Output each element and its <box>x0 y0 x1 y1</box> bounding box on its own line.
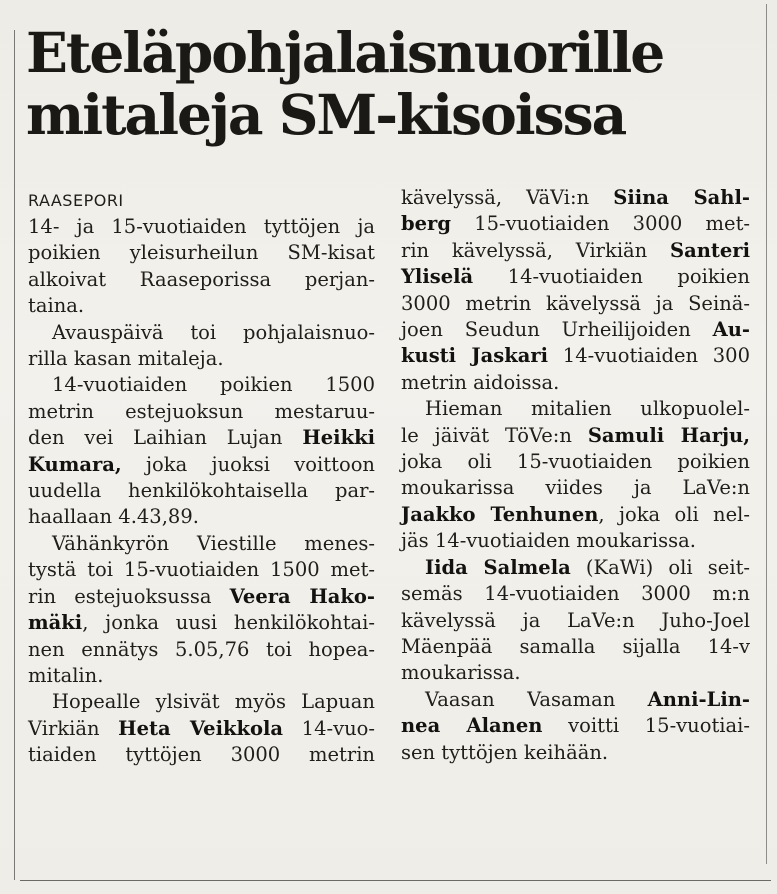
left-column-line-4: taina. <box>28 294 85 318</box>
left-column-line-5: Avauspäivä toi pohjalaisnuo- <box>52 320 375 344</box>
left-column-line-15: rin estejuoksussa Veera Hako- <box>28 584 375 608</box>
left-column-line-7: 14-vuotiaiden poikien 1500 <box>52 373 375 397</box>
dateline: RAASEPORI <box>28 191 124 210</box>
article-column-right <box>401 185 750 766</box>
article-headline <box>26 22 766 146</box>
right-column-line-16: semäs 14-vuotiaiden 3000 m:n <box>401 582 750 606</box>
right-column-line-5: 3000 metrin kävelyssä ja Seinä- <box>401 291 750 315</box>
right-column-line-6: joen Seudun Urheilijoiden Au- <box>401 318 750 342</box>
right-column-line-8: metrin aidoissa. <box>401 370 560 394</box>
left-column-line-1: 14- ja 15-vuotiaiden tyttöjen ja <box>28 215 375 238</box>
left-column-line-11: uudella henkilökohtaisella par- <box>28 479 375 503</box>
left-column-line-8: metrin estejuoksun mestaruu- <box>28 399 375 423</box>
column-rule-right <box>766 4 767 864</box>
left-column-line-19: Hopealle ylsivät myös Lapuan <box>52 690 375 714</box>
left-column-line-10: Kumara, joka juoksi voittoon <box>28 452 375 476</box>
article-column-left <box>28 188 375 769</box>
right-column-line-7: kusti Jaskari 14-vuotiaiden 300 <box>401 344 750 368</box>
headline-line-2: mitaleja SM-kisoissa <box>26 82 626 147</box>
left-column-line-16: mäki, jonka uusi henkilökohtai- <box>28 611 375 635</box>
left-column-line-14: tystä toi 15-vuotiaiden 1500 met- <box>28 558 375 582</box>
left-column-line-12: haallaan 4.43,89. <box>28 505 199 529</box>
right-column-line-9: Hieman mitalien ulkopuolel- <box>425 397 750 421</box>
right-column-line-20: Vaasan Vasaman Anni-Lin- <box>425 687 750 711</box>
left-column-line-21: tiaiden tyttöjen 3000 metrin <box>28 743 375 767</box>
left-column-line-2: poikien yleisurheilun SM-kisat <box>28 241 375 265</box>
headline-line-1: Eteläpohjalaisnuorille <box>26 20 664 85</box>
left-column-line-18: mitalin. <box>28 663 104 687</box>
left-column-line-17: nen ennätys 5.05,76 toi hopea- <box>28 637 375 661</box>
left-column-line-3: alkoivat Raaseporissa perjan- <box>28 267 375 291</box>
bottom-rule <box>20 880 771 881</box>
right-column-line-3: rin kävelyssä, Virkiän Santeri <box>401 238 750 262</box>
right-column-line-18: Mäenpää samalla sijalla 14-v <box>401 634 750 658</box>
right-column-line-4: Yliselä 14-vuotiaiden poikien <box>401 265 750 289</box>
right-column-line-12: moukarissa viides ja LaVe:n <box>401 476 750 500</box>
right-column-line-13: Jaakko Tenhunen, joka oli nel- <box>401 502 750 526</box>
left-column-line-9: den vei Laihian Lujan Heikki <box>28 426 375 450</box>
right-column-line-11: joka oli 15-vuotiaiden poikien <box>401 450 750 474</box>
left-column-line-13: Vähänkyrön Viestille menes- <box>52 531 375 555</box>
column-rule-left <box>14 30 15 880</box>
left-column-line-20: Virkiän Heta Veikkola 14-vuo- <box>28 716 375 740</box>
right-column-line-10: le jäivät TöVe:n Samuli Harju, <box>401 423 750 447</box>
right-column-line-22: sen tyttöjen keihään. <box>401 740 609 764</box>
right-column-line-2: berg 15-vuotiaiden 3000 met- <box>401 212 750 236</box>
right-column-line-14: jäs 14-vuotiaiden moukarissa. <box>401 529 696 553</box>
right-column-line-21: nea Alanen voitti 15-vuotiai- <box>401 714 750 738</box>
left-column-line-6: rilla kasan mitaleja. <box>28 347 224 371</box>
right-column-lines <box>401 185 750 766</box>
right-column-line-19: moukarissa. <box>401 661 521 685</box>
left-column-lines <box>28 214 375 769</box>
right-column-line-17: kävelyssä ja LaVe:n Juho-Joel <box>401 608 750 632</box>
right-column-line-1: kävelyssä, VäVi:n Siina Sahl- <box>401 186 750 209</box>
right-column-line-15: Iida Salmela (KaWi) oli seit- <box>425 555 750 579</box>
